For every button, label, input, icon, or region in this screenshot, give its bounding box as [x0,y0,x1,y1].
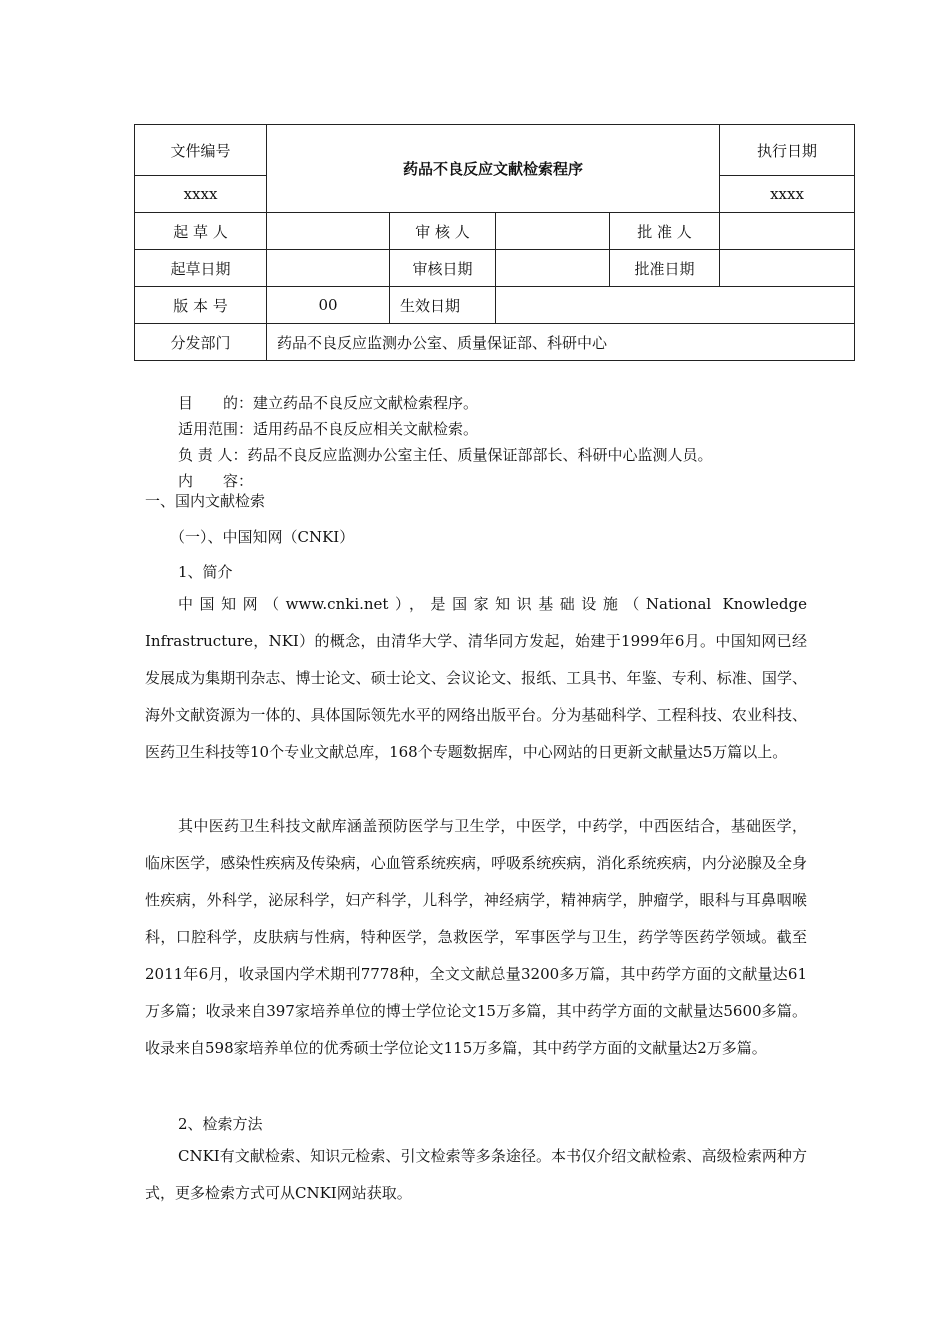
document-title: 药品不良反应文献检索程序 [267,125,720,213]
scope-line: 适用范围：适用药品不良反应相关文献检索。 [178,420,479,438]
drafter-label: 起 草 人 [135,213,267,250]
file-number-label: 文件编号 [135,125,267,176]
execution-date-label: 执行日期 [720,125,855,176]
draft-date-value [267,250,390,287]
approve-date-label: 批准日期 [610,250,720,287]
approver-value [720,213,855,250]
approver-label: 批 准 人 [610,213,720,250]
document-header-table [134,124,855,361]
method-paragraph: CNKI有文献检索、知识元检索、引文检索等多条途径。本书仅介绍文献检索、高级检索两种方式，更多检索方式可从CNKI网站获取。 [145,1147,807,1202]
effective-date-value [496,287,855,324]
document-meta [178,390,713,494]
review-date-label: 审核日期 [390,250,496,287]
method-heading: 2、检索方法 [178,1115,263,1133]
section-heading: 一、国内文献检索 [145,492,266,510]
intro-heading: 1、简介 [178,563,233,581]
department-value: 药品不良反应监测办公室、质量保证部、科研中心 [267,324,855,361]
intro-paragraph-1: 中国知网（www.cnki.net），是国家知识基础设施（National Knowledge Infrastructure，NKI）的概念，由清华大学、清华同方发起，始建于1999年6月。中国知网已经发展成为集期刊杂志、博士论文、硕士论文、会议论文、报纸、工具书、年鉴、专利、标准、国学、海外文献资源为一体的、具体国际领先水平的网络出版平台。分为基础科学、工程科技、农业科技、医药卫生科技等10个专业文献总库，168个专题数据库，中心网站的日更新文献量达5万篇以上。 [145,595,807,761]
department-label: 分发部门 [135,324,267,361]
subsection-heading: （一）、中国知网（CNKI） [170,528,355,546]
version-label: 版 本 号 [135,287,267,324]
version-value: 00 [267,287,390,324]
file-number-value: xxxx [135,176,267,213]
intro-paragraph-2: 其中医药卫生科技文献库涵盖预防医学与卫生学，中医学，中药学，中西医结合，基础医学，临床医学，感染性疾病及传染病，心血管系统疾病，呼吸系统疾病，消化系统疾病，内分泌腺及全身性疾病，外科学，泌尿科学，妇产科学，儿科学，神经病学，精神病学，肿瘤学，眼科与耳鼻咽喉科，口腔科学，皮肤病与性病，特种医学，急救医学，军事医学与卫生，药学等医药学领域。截至2011年6月，收录国内学术期刊7778种，全文文献总量3200多万篇，其中药学方面的文献量达61万多篇；收录来自397家培养单位的博士学位论文15万多篇，其中药学方面的文献量达5600多篇。收录来自598家培养单位的优秀硕士学位论文115万多篇，其中药学方面的文献量达2万多篇。 [145,817,807,1057]
owner-line: 负 责 人：药品不良反应监测办公室主任、质量保证部部长、科研中心监测人员。 [178,446,713,464]
review-date-value [496,250,610,287]
reviewer-value [496,213,610,250]
approve-date-value [720,250,855,287]
draft-date-label: 起草日期 [135,250,267,287]
drafter-value [267,213,390,250]
purpose-line: 目 的：建立药品不良反应文献检索程序。 [178,394,479,412]
reviewer-label: 审 核 人 [390,213,496,250]
execution-date-value: xxxx [720,176,855,213]
effective-date-label: 生效日期 [390,287,496,324]
content-line: 内 容： [178,472,254,490]
